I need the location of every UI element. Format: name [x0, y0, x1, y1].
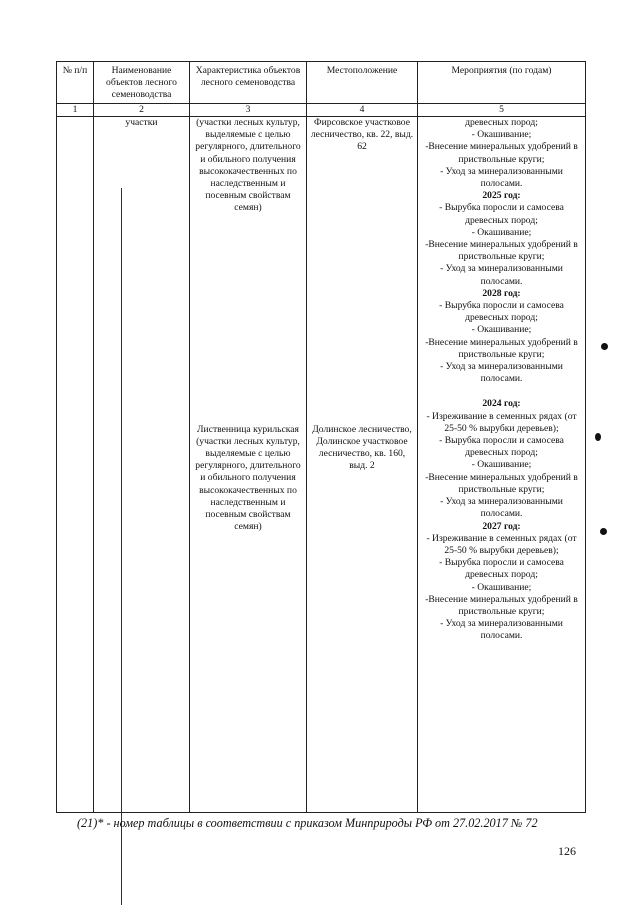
scan-artifact-dot [600, 528, 607, 535]
header-characteristics: Характеристика объектов лесного семеноводства [190, 62, 307, 104]
measure-item: - Вырубка поросли и самосева древесных пород; [439, 435, 564, 459]
measure-item: - Вырубка поросли и самосева древесных пород; [439, 557, 564, 581]
location-2: Долинское лесничество, Долинское участковое лесничество, кв. 160, выд. 2 [312, 423, 412, 472]
measure-item: - Вырубка поросли и самосева древесных пород; [439, 300, 564, 324]
column-number-row [57, 104, 586, 117]
measure-item: - Уход за минерализованными полосами. [440, 496, 563, 520]
header-measures: Мероприятия (по годам) [418, 62, 586, 104]
scan-artifact-line [121, 188, 122, 905]
characteristics-2: (участки лесных культур, выделяемые с целью регулярного, длительного и обильного получения высококачественных по наследственным и посевным свойствам семян) [195, 435, 301, 533]
location-cell [307, 117, 418, 813]
measure-item: - Уход за минерализованными полосами. [440, 618, 563, 642]
measure-year: 2027 год: [482, 520, 521, 532]
column-number: 2 [94, 104, 190, 117]
measure-item: - Окашивание; [471, 459, 532, 471]
measure-item: - Окашивание; [471, 324, 532, 336]
measure-item: - Уход за минерализованными полосами. [440, 361, 563, 385]
measure-year: 2025 год: [482, 190, 521, 202]
measure-item: - Уход за минерализованными полосами. [440, 263, 563, 287]
measure-item: -Внесение минеральных удобрений в приствольные круги; [425, 141, 578, 165]
object-name-cell [94, 117, 190, 813]
object-name-1: участки [125, 117, 158, 128]
measure-item: - Окашивание; [471, 581, 532, 593]
measure-item: - Уход за минерализованными полосами. [440, 165, 563, 190]
object-name-2-visible: Лиственница курильская [197, 423, 299, 435]
measure-item: -Внесение минеральных удобрений в приствольные круги; [425, 336, 578, 360]
characteristics-1: (участки лесных культур, выделяемые с целью регулярного, длительного и обильного получения высококачественных по наследственным и посевным свойствам семян) [195, 117, 301, 214]
column-number: 4 [307, 104, 418, 117]
location-1: Фирсовское участковое лесничество, кв. 22, выд. 62 [310, 117, 414, 153]
measure-item: -Внесение минеральных удобрений в приствольные круги; [425, 471, 578, 495]
measure-year: 2024 год: [482, 398, 521, 410]
table-row [57, 117, 586, 813]
scan-artifact-dot [601, 343, 608, 350]
measure-year: 2028 год: [482, 287, 521, 299]
header-location: Местоположение [307, 62, 418, 104]
measures-list-1 [420, 117, 583, 385]
measure-item: -Внесение минеральных удобрений в приствольные круги; [425, 239, 578, 263]
measure-item: - Изреживание в семенных рядах (от 25-50 % вырубки деревьев); [426, 532, 577, 556]
measure-item: - Вырубка поросли и самосева древесных пород; [439, 202, 564, 226]
characteristics-cell [190, 117, 307, 813]
footnote: (21)* - номер таблицы в соответствии с приказом Минприроды РФ от 27.02.2017 № 72 [77, 816, 538, 830]
measures-list-2 [420, 398, 583, 642]
table-header-row [57, 62, 586, 104]
measure-item: - Окашивание; [471, 129, 532, 141]
column-number: 5 [418, 104, 586, 117]
header-num: № п/п [57, 62, 94, 104]
measures-cell [418, 117, 586, 813]
measure-item: - Изреживание в семенных рядах (от 25-50 % вырубки деревьев); [426, 410, 577, 434]
column-number: 3 [190, 104, 307, 117]
measure-item: - Окашивание; [471, 226, 532, 238]
header-name: Наименование объектов лесного семеноводства [94, 62, 190, 104]
page-number: 126 [558, 844, 576, 858]
measure-item: древесных пород; [465, 117, 538, 128]
seed-objects-table [56, 61, 586, 813]
column-number: 1 [57, 104, 94, 117]
scan-artifact-dot [595, 433, 601, 441]
row-num-cell [57, 117, 94, 813]
measure-item: -Внесение минеральных удобрений в приствольные круги; [425, 593, 578, 617]
